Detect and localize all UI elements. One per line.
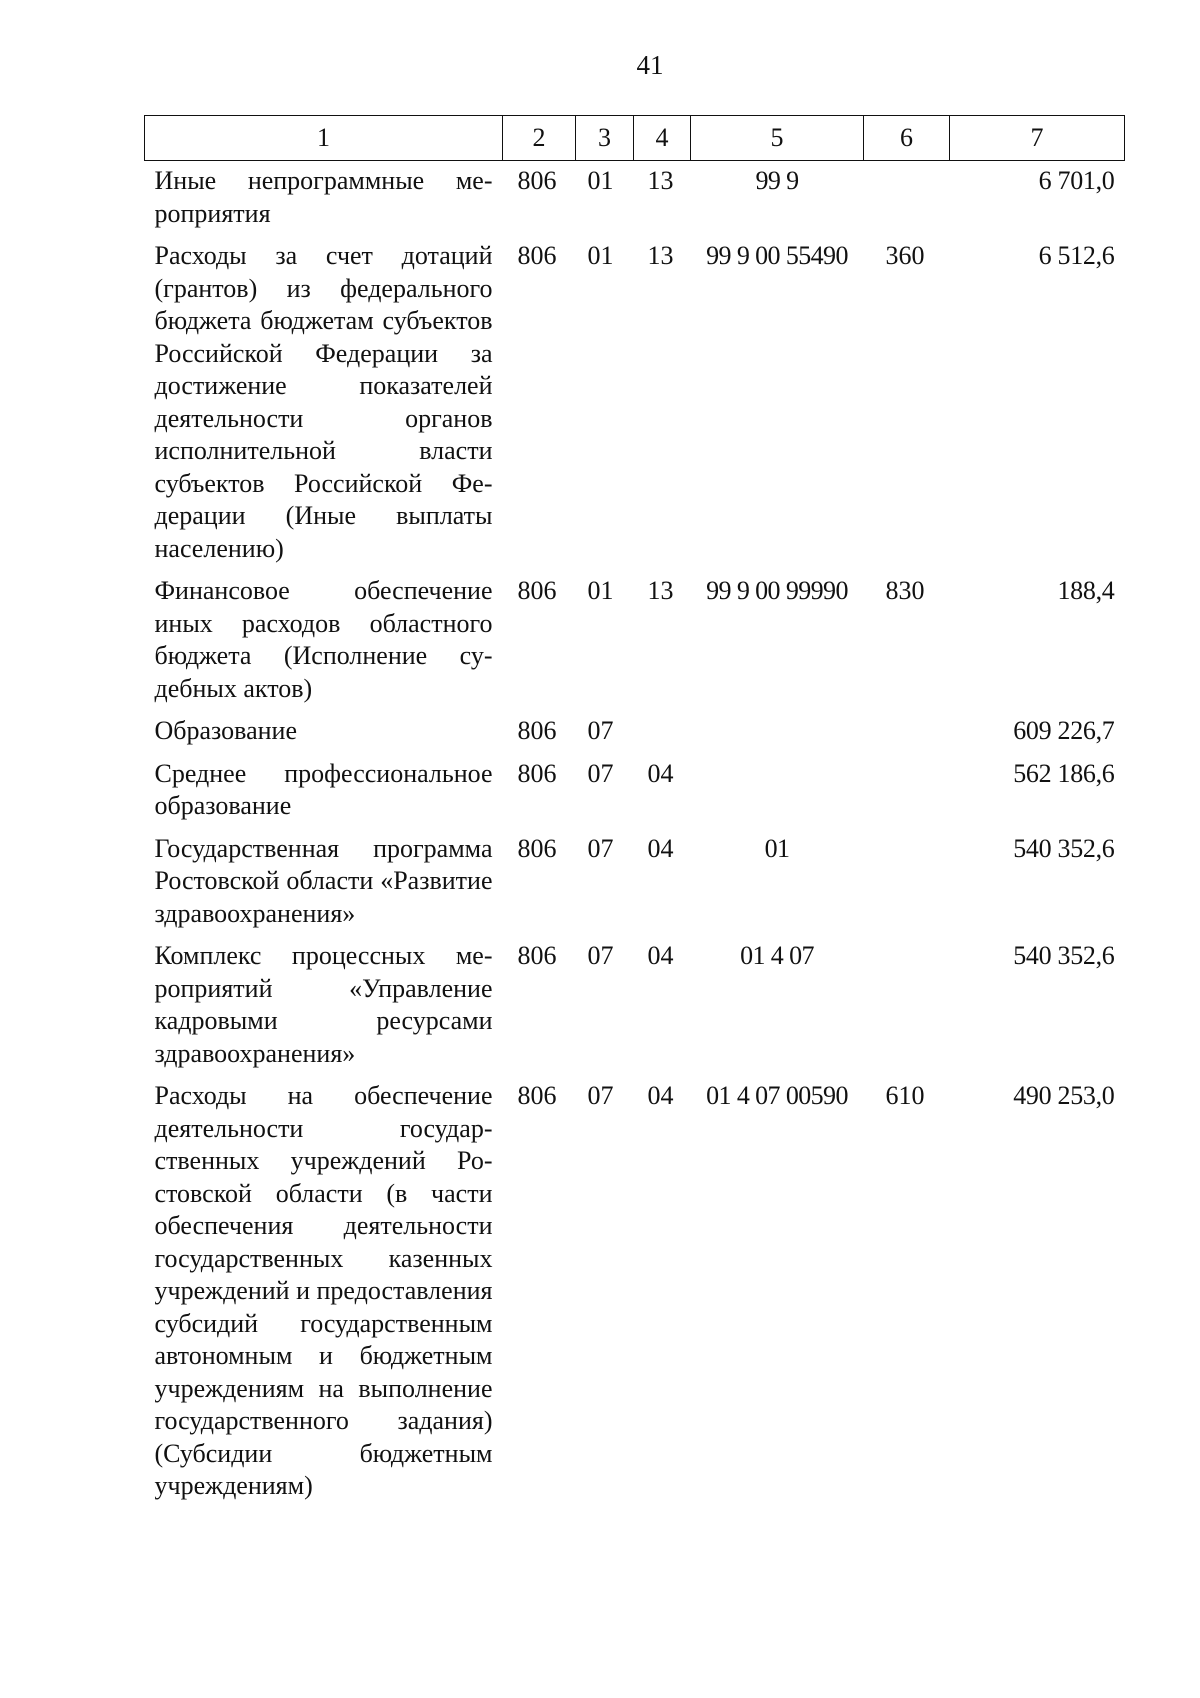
row-pr: 04 (647, 833, 674, 863)
row-sum: 609 226,7 (1013, 716, 1115, 745)
row-sum: 6 512,6 (1038, 241, 1115, 270)
row-vr (864, 711, 950, 754)
table-row (145, 936, 1125, 1076)
row-name: Государственная программа Ростовской области «Развитие здравоохранения» (154, 833, 493, 928)
row-ved: 806 (517, 833, 557, 863)
header-col-7: 7 (950, 116, 1125, 161)
row-vr (864, 829, 950, 937)
table-row (145, 711, 1125, 754)
table-row (145, 236, 1125, 571)
row-csr: 99 9 (755, 166, 799, 195)
row-pr: 04 (647, 1081, 674, 1110)
row-vr: 830 (885, 576, 925, 605)
header-col-4: 4 (634, 116, 691, 161)
row-name: Расходы на обеспечение деятельности государственных учреждений Ростовской области (в части обеспечения деятельности государственных казенных учреждений и предоставления субсидий государственным автономным и бюджетным учреждениям на выполнение государственного задания) (Субсидии бюджетным учреждениям) (154, 1081, 493, 1500)
row-rz: 01 (587, 241, 614, 270)
table-row (145, 754, 1125, 829)
budget-table (144, 115, 1125, 1509)
row-name: Комплекс процессных мероприятий «Управление кадровыми ресурсами здравоохранения» (154, 941, 493, 1068)
row-sum: 490 253,0 (1013, 1081, 1115, 1110)
row-name: Среднее профессиональное образование (154, 758, 493, 820)
row-csr: 01 4 07 (740, 941, 814, 970)
row-csr (691, 711, 864, 754)
page-number: 41 (636, 50, 664, 80)
row-rz: 07 (587, 716, 614, 745)
row-csr: 99 9 00 55490 (706, 241, 848, 270)
row-rz: 07 (587, 833, 614, 863)
header-col-6: 6 (864, 116, 950, 161)
table-row (145, 1076, 1125, 1509)
row-rz: 01 (587, 576, 614, 605)
row-pr (634, 711, 691, 754)
row-ved: 806 (517, 576, 557, 605)
table-body (145, 161, 1125, 1509)
row-ved: 806 (517, 1081, 557, 1110)
table-row (145, 161, 1125, 237)
row-rz: 07 (587, 941, 614, 970)
table-row (145, 829, 1125, 937)
row-csr: 01 (764, 833, 790, 863)
row-ved: 806 (517, 166, 557, 195)
row-sum: 188,4 (1057, 576, 1115, 605)
row-sum: 562 186,6 (1013, 758, 1115, 788)
row-rz: 07 (587, 1081, 614, 1110)
row-pr: 04 (647, 758, 674, 788)
header-row (145, 116, 1125, 161)
header-col-2: 2 (503, 116, 576, 161)
row-pr: 13 (647, 166, 674, 195)
row-pr: 13 (647, 576, 674, 605)
row-pr: 04 (647, 941, 674, 970)
row-csr: 01 4 07 00590 (706, 1081, 848, 1110)
row-vr (864, 161, 950, 237)
table-header (145, 116, 1125, 161)
row-vr (864, 936, 950, 1076)
row-ved: 806 (517, 758, 557, 788)
row-csr: 99 9 00 99990 (706, 576, 848, 605)
header-col-5: 5 (691, 116, 864, 161)
row-name: Иные непрограммные мероприятия (154, 166, 493, 228)
header-col-3: 3 (576, 116, 634, 161)
row-name: Финансовое обеспечение иных расходов областного бюджета (Исполнение судебных актов) (154, 576, 493, 703)
row-pr: 13 (647, 241, 674, 270)
row-ved: 806 (517, 716, 557, 745)
row-name: Расходы за счет дотаций (грантов) из федерального бюджета бюджетам субъектов Российской Федерации за достижение показателей деятельности органов исполнительной власти субъектов Российской Федерации (Иные выплаты населению) (154, 241, 493, 563)
table-row (145, 571, 1125, 711)
row-rz: 07 (587, 758, 614, 788)
row-csr (691, 754, 864, 829)
row-vr (864, 754, 950, 829)
row-ved: 806 (517, 941, 557, 970)
header-col-1: 1 (145, 116, 503, 161)
row-vr: 360 (885, 241, 925, 270)
row-vr: 610 (885, 1081, 925, 1110)
row-name: Образование (154, 716, 298, 745)
row-sum: 6 701,0 (1038, 166, 1115, 195)
row-sum: 540 352,6 (1013, 833, 1115, 863)
row-sum: 540 352,6 (1013, 941, 1115, 970)
row-ved: 806 (517, 241, 557, 270)
row-rz: 01 (587, 166, 614, 195)
